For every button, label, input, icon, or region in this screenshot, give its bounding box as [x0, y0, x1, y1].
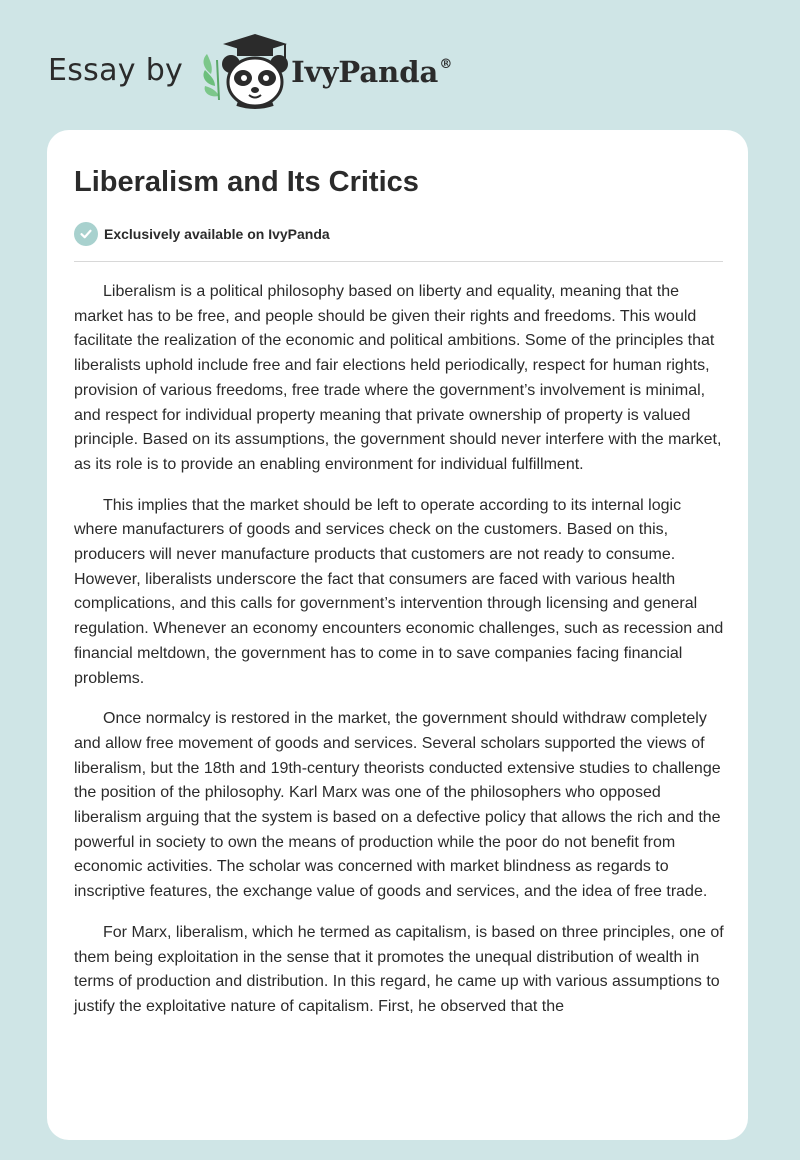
registered-mark: ® — [439, 57, 453, 72]
page-title: Liberalism and Its Critics — [74, 166, 419, 198]
exclusive-badge — [74, 222, 330, 246]
essay-by-label: Essay by — [48, 52, 184, 88]
brand-header — [48, 30, 452, 110]
paragraph: Liberalism is a political philosophy based on liberty and equality, meaning that the market has to be free, and people should be given their rights and freedoms. This would facilitate the realization of the economic and political ambitions. Some of the principles that liberalists uphold include free and fair elections held periodically, respect for human rights, provision of various freedoms, free trade where the government’s involvement is minimal, and respect for individual property meaning that private ownership of property is valued principle. Based on its assumptions, the government should never interfere with the market, as its role is to provide an enabling environment for individual fulfillment. — [74, 283, 722, 473]
check-icon — [74, 222, 98, 246]
paragraph: This implies that the market should be left to operate according to its internal logic where manufacturers of goods and services check on the customers. Based on this, producers will never manufacture products that customers are not ready to consume. However, liberalists underscore the fact that consumers are faced with various health complications, and this calls for government’s intervention through licensing and general regulation. Whenever an economy encounters economic challenges, such as recession and financial meltdown, the government has to come in to save companies facing financial problems. — [74, 496, 724, 687]
essay-body — [74, 280, 724, 1036]
panda-logo-icon — [197, 30, 289, 110]
paragraph: Once normalcy is restored in the market, the government should withdraw completely and allow free movement of goods and services. Several scholars supported the views of liberalism, but the 18th and 19th-century theorists conducted extensive studies to challenge the position of the philosophy. Karl Marx was one of the philosophers who opposed liberalism arguing that the system is based on a defective policy that allows the rich and the powerful in society to own the means of production while the poor do not benefit from economic activities. The scholar was concerned with market blindness as regards to inscriptive features, the exchange value of goods and services, and the idea of free trade. — [74, 710, 721, 901]
divider — [74, 261, 723, 262]
brand-name: IvyPanda® — [291, 55, 453, 89]
paragraph: For Marx, liberalism, which he termed as capitalism, is based on three principles, one of them being exploitation in the sense that it promotes the unequal distribution of wealth in terms of production and distribution. In this regard, he came up with various assumptions to justify the exploitative nature of capitalism. First, he observed that the — [74, 923, 724, 1015]
exclusive-badge-label: Exclusively available on IvyPanda — [104, 226, 330, 242]
essay-card — [47, 130, 748, 1140]
